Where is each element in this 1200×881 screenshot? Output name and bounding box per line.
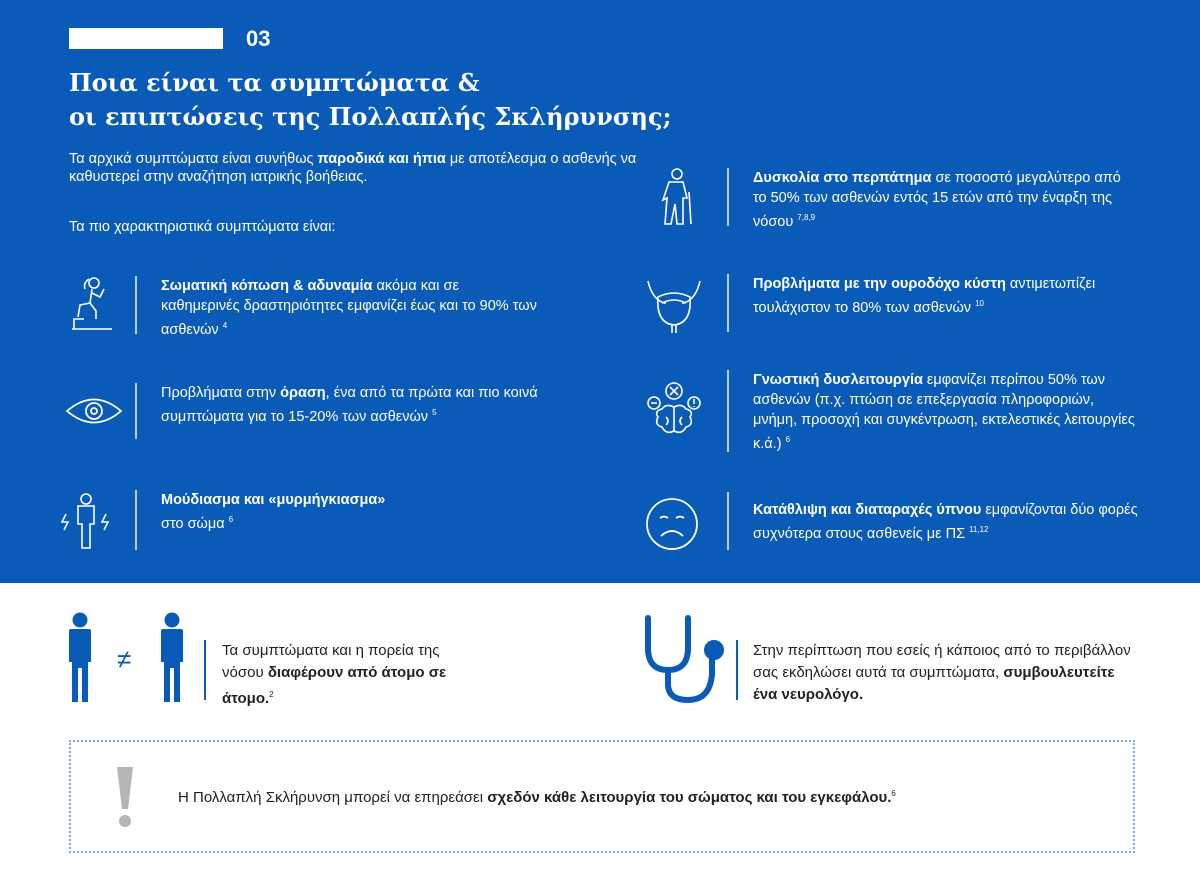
depression-text: εμφανίζονται δύο φορές συχνότερα στους ασθενείς με ΠΣ	[753, 502, 1138, 542]
header-placeholder-bar	[69, 28, 223, 49]
differ-divider	[204, 640, 206, 700]
intro-lead: Τα πιο χαρακτηριστικά συμπτώματα είναι:	[69, 219, 336, 235]
walking-divider	[727, 168, 729, 226]
symptom-fatigue	[161, 276, 541, 340]
stethoscope-icon	[640, 614, 724, 704]
bladder-divider	[727, 274, 729, 332]
depression-bold: Κατάθλιψη και διαταραχές ύπνου	[753, 502, 982, 518]
intro-paragraph	[69, 150, 649, 186]
bladder-ref: 10	[975, 299, 984, 308]
bladder-text: αντιμετωπίζει τουλάχιστον το 80% των ασθενών	[753, 276, 1096, 316]
fatigue-bold: Σωματική κόπωση & αδυναμία	[161, 278, 373, 294]
consult-bold: συμβουλευτείτε ένα νευρολόγο.	[753, 664, 1115, 703]
symptom-numbness	[161, 490, 541, 534]
brain-icon	[644, 381, 704, 439]
vision-pre: Προβλήματα στην	[161, 385, 281, 401]
symptom-depression	[753, 500, 1138, 544]
differ-plain: Τα συμπτώματα και η πορεία της νόσου	[222, 642, 440, 681]
fatigue-divider	[135, 276, 137, 334]
vision-bold: όραση	[280, 385, 326, 401]
not-equal-sign: ≠	[117, 644, 132, 674]
vision-text: , ένα από τα πρώτα και πιο κοινά συμπτώματα για το 15-20% των ασθενών	[161, 385, 538, 425]
note-bold: σχεδόν κάθε λειτουργία του σώματος και του εγκεφάλου.	[487, 789, 892, 806]
section-number: 03	[246, 26, 271, 51]
walking-cane-icon	[653, 168, 697, 226]
exclamation-icon	[113, 765, 137, 829]
fatigue-person-icon	[70, 275, 114, 331]
depression-divider	[727, 492, 729, 550]
note-text	[178, 789, 896, 806]
vision-divider	[135, 383, 137, 439]
numbness-divider	[135, 490, 137, 550]
walking-ref: 7,8,9	[797, 213, 816, 222]
tingling-body-icon	[58, 492, 114, 550]
differ-bold: διαφέρουν από άτομο σε άτομο.	[222, 664, 447, 707]
intro-bold: παροδικά και ήπια	[317, 151, 446, 167]
walking-text: σε ποσοστό μεγαλύτερο από το 50% των ασθενών εντός 15 ετών από την έναρξη της νόσου	[753, 170, 1121, 230]
fatigue-ref: 4	[222, 321, 228, 330]
symptom-bladder	[753, 274, 1138, 318]
consult-divider	[736, 640, 738, 700]
symptom-cognitive	[753, 370, 1138, 454]
cognitive-divider	[727, 370, 729, 452]
symptom-walking	[753, 168, 1138, 232]
note-plain: Η Πολλαπλή Σκλήρυνση μπορεί να επηρεάσει	[178, 789, 488, 806]
bladder-icon	[644, 273, 704, 333]
consult-text	[753, 640, 1143, 706]
intro-text-2: με αποτέλεσμα ο ασθενής να καθυστερεί στην αναζήτηση ιατρικής βοήθειας.	[69, 151, 637, 185]
note-ref: 6	[891, 789, 896, 798]
differ-ref: 2	[269, 690, 274, 699]
fatigue-text: ακόμα και σε καθημερινές δραστηριότητες εμφανίζει έως και το 90% των ασθενών	[161, 278, 537, 338]
intro-text-1: Τα αρχικά συμπτώματα είναι συνήθως	[69, 151, 318, 167]
symptom-vision	[161, 383, 561, 427]
title-line-2: οι επιπτώσεις της Πολλαπλής Σκλήρυνσης;	[69, 102, 672, 131]
cognitive-bold: Γνωστική δυσλειτουργία	[753, 372, 923, 388]
numbness-text: στο σώμα	[161, 516, 229, 532]
numbness-bold: Μούδιασμα και «μυρμήγκιασμα»	[161, 492, 386, 508]
title-line-1: Ποια είναι τα συμπτώματα &	[69, 68, 480, 97]
sad-face-icon	[644, 496, 700, 552]
page-title	[69, 66, 671, 134]
eye-icon	[65, 396, 123, 426]
walking-bold: Δυσκολία στο περπάτημα	[753, 170, 932, 186]
vision-ref: 5	[432, 408, 437, 417]
cognitive-text: εμφανίζει περίπου 50% των ασθενών (π.χ. πτώση σε επεξεργασία πληροφοριών, μνήμη, προσοχή και συγκέντρωση, εκτελεστικές λειτουργίες κ.ά.)	[753, 372, 1135, 452]
depression-ref: 11,12	[969, 525, 989, 534]
bladder-bold: Προβλήματα με την ουροδόχο κύστη	[753, 276, 1006, 292]
cognitive-ref: 6	[785, 435, 791, 444]
differ-text	[222, 640, 452, 710]
numbness-ref: 6	[228, 515, 234, 524]
consult-plain: Στην περίπτωση που εσείς ή κάποιος από το περιβάλλον σας εκδηλώσει αυτά τα συμπτώματα,	[753, 642, 1131, 681]
